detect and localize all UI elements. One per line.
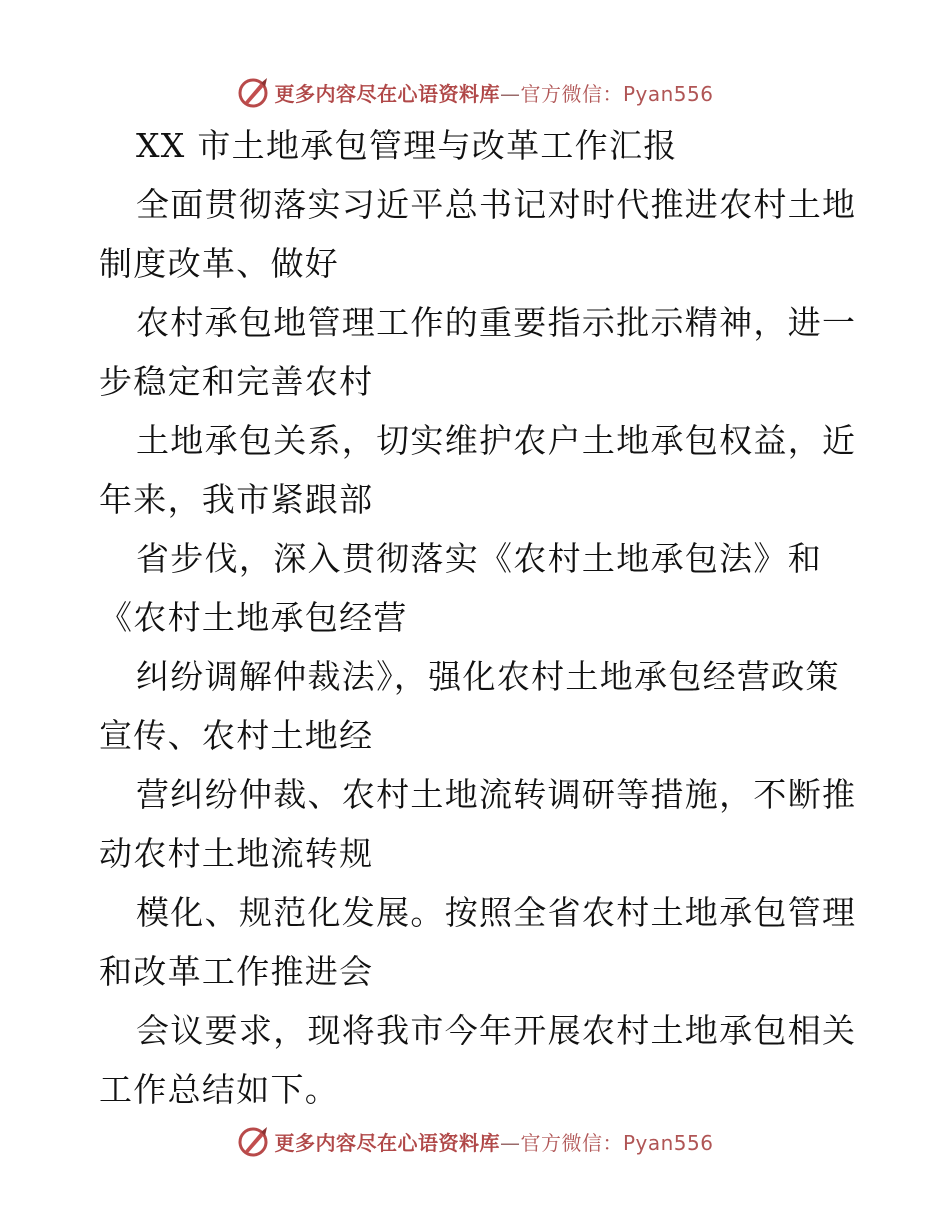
text-line: 《农村土地承包经营 — [99, 598, 408, 637]
watermark-banner-bottom — [0, 1121, 950, 1161]
text-line: 省步伐，深入贯彻落实《农村土地承包法》和 — [136, 539, 822, 578]
watermark-banner-top — [0, 72, 950, 112]
text-line: 农村承包地管理工作的重要指示批示精神，进一 — [136, 303, 857, 342]
text-line: 工作总结如下。 — [99, 1070, 340, 1109]
text-line: 年来，我市紧跟部 — [99, 480, 374, 519]
text-line: 宣传、农村土地经 — [99, 716, 374, 755]
quill-logo-icon — [236, 75, 270, 109]
text-line: 制度改革、做好 — [99, 244, 340, 283]
text-line: 会议要求，现将我市今年开展农村土地承包相关 — [136, 1011, 857, 1050]
text-line: 模化、规范化发展。按照全省农村土地承包管理 — [136, 893, 857, 932]
document-title: XX 市土地承包管理与改革工作汇报 — [136, 126, 678, 165]
text-line: 全面贯彻落实习近平总书记对时代推进农村土地 — [136, 185, 857, 224]
text-line: 营纠纷仲裁、农村土地流转调研等措施，不断推 — [136, 775, 857, 814]
text-line: 土地承包关系，切实维护农户土地承包权益，近 — [136, 421, 857, 460]
text-line: 步稳定和完善农村 — [99, 362, 374, 401]
watermark-text: 更多内容尽在心语资料库—官方微信：Pyan556 — [274, 81, 714, 106]
quill-logo-icon — [236, 1124, 270, 1158]
text-line: 和改革工作推进会 — [99, 952, 374, 991]
text-line: 纠纷调解仲裁法》，强化农村土地承包经营政策 — [136, 657, 840, 696]
text-line: 动农村土地流转规 — [99, 834, 374, 873]
watermark-text: 更多内容尽在心语资料库—官方微信：Pyan556 — [274, 1130, 714, 1155]
